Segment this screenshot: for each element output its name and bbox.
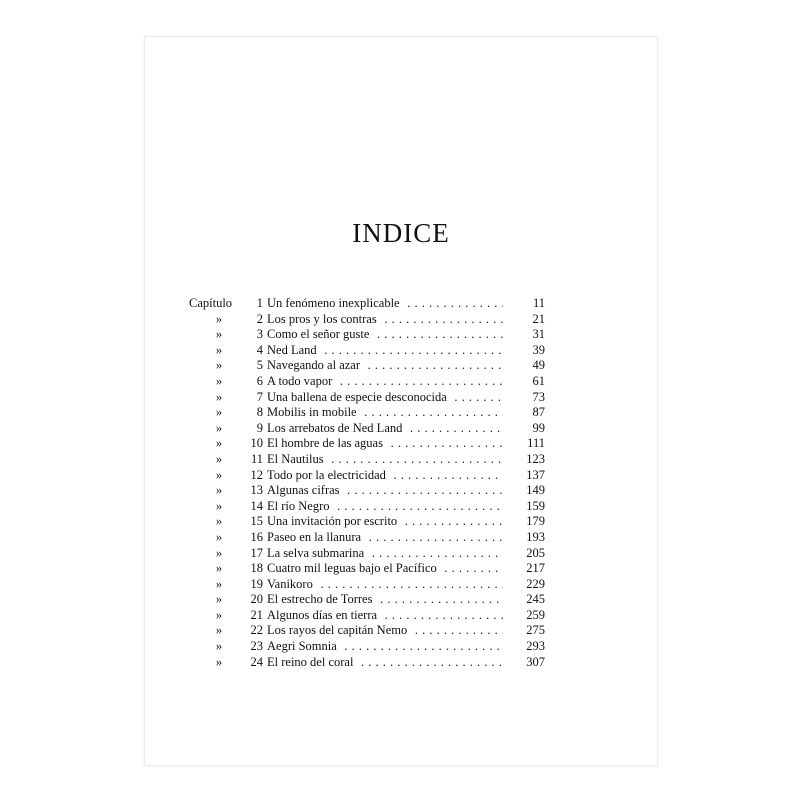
table-of-contents — [189, 296, 545, 670]
toc-entry — [189, 358, 545, 374]
toc-entry — [189, 608, 545, 624]
toc-entry — [189, 452, 545, 468]
ditto-mark: » — [215, 405, 223, 420]
chapter-number: 16 — [250, 529, 263, 544]
page-number: 193 — [526, 529, 545, 544]
chapter-title-with-leader — [267, 655, 503, 671]
chapter-title: Mobilis in mobile — [267, 405, 361, 419]
chapter-title: Aegri Somnia — [267, 639, 341, 653]
page-number: 61 — [532, 373, 545, 388]
book-page — [144, 36, 658, 766]
page-number: 293 — [526, 639, 545, 654]
chapter-title-with-leader — [267, 421, 503, 437]
chapter-number: 17 — [250, 545, 263, 560]
chapter-number: 5 — [256, 358, 263, 373]
page-number: 229 — [526, 576, 545, 591]
toc-entry — [189, 390, 545, 406]
chapter-title-with-leader — [267, 390, 503, 406]
page-number: 137 — [526, 467, 545, 482]
chapter-number: 6 — [256, 373, 263, 388]
chapter-title: Todo por la electricidad — [267, 468, 390, 482]
chapter-number: 21 — [250, 607, 263, 622]
toc-entry — [189, 374, 545, 390]
ditto-mark: » — [215, 639, 223, 654]
chapter-title: Navegando al azar — [267, 358, 364, 372]
chapter-number: 7 — [256, 389, 263, 404]
chapter-title-with-leader — [267, 499, 503, 515]
chapter-number: 19 — [250, 576, 263, 591]
chapter-title-with-leader — [267, 639, 503, 655]
chapter-number: 14 — [250, 498, 263, 513]
ditto-mark: » — [215, 420, 223, 435]
ditto-mark: » — [215, 592, 223, 607]
ditto-mark: » — [215, 498, 223, 513]
chapter-title-with-leader — [267, 343, 503, 359]
toc-entry — [189, 421, 545, 437]
toc-entry — [189, 639, 545, 655]
ditto-mark: » — [215, 529, 223, 544]
chapter-title: Cuatro mil leguas bajo el Pacífico — [267, 561, 441, 575]
chapter-title: Una ballena de especie desconocida — [267, 390, 451, 404]
chapter-title-with-leader — [267, 592, 503, 608]
ditto-mark: » — [215, 342, 223, 357]
chapter-title: A todo vapor — [267, 374, 336, 388]
chapter-title-with-leader — [267, 327, 503, 343]
ditto-mark: » — [215, 327, 223, 342]
page-number: 87 — [532, 405, 545, 420]
chapter-title: Una invitación por escrito — [267, 514, 401, 528]
chapter-number: 23 — [250, 639, 263, 654]
page-number: 307 — [526, 654, 545, 669]
toc-entry — [189, 343, 545, 359]
chapter-title-with-leader — [267, 577, 503, 593]
toc-entry — [189, 592, 545, 608]
chapter-number: 9 — [256, 420, 263, 435]
toc-entry — [189, 514, 545, 530]
page-number: 39 — [532, 342, 545, 357]
page-number: 159 — [526, 498, 545, 513]
toc-entry — [189, 577, 545, 593]
chapter-title-with-leader — [267, 623, 503, 639]
ditto-mark: » — [215, 436, 223, 451]
page-number: 179 — [526, 514, 545, 529]
chapter-number: 2 — [256, 311, 263, 326]
toc-entry — [189, 546, 545, 562]
page-number: 99 — [532, 420, 545, 435]
chapter-title: El reino del coral — [267, 655, 357, 669]
toc-entry — [189, 436, 545, 452]
page-number: 217 — [526, 561, 545, 576]
chapter-title: Los arrebatos de Ned Land — [267, 421, 406, 435]
ditto-mark: » — [215, 358, 223, 373]
toc-entry — [189, 327, 545, 343]
chapter-number: 1 — [256, 296, 263, 310]
chapter-title: Como el señor guste — [267, 327, 373, 341]
chapter-title-with-leader — [267, 358, 503, 374]
page-number: 73 — [532, 389, 545, 404]
page-number: 21 — [532, 311, 545, 326]
chapter-title: Los rayos del capitán Nemo — [267, 623, 411, 637]
chapter-title-with-leader — [267, 468, 503, 484]
chapter-number: 18 — [250, 561, 263, 576]
chapter-number: 13 — [250, 483, 263, 498]
ditto-mark: » — [215, 654, 223, 669]
page-number: 275 — [526, 623, 545, 638]
chapter-title-with-leader — [267, 514, 503, 530]
ditto-mark: » — [215, 389, 223, 404]
ditto-mark: » — [215, 514, 223, 529]
chapter-label: Capítulo — [189, 296, 233, 310]
toc-entry — [189, 468, 545, 484]
chapter-title: Vanikoro — [267, 577, 317, 591]
toc-entry — [189, 405, 545, 421]
chapter-title-with-leader — [267, 296, 503, 312]
chapter-title: El Nautilus — [267, 452, 328, 466]
chapter-number: 15 — [250, 514, 263, 529]
ditto-mark: » — [215, 576, 223, 591]
chapter-title-with-leader — [267, 436, 503, 452]
chapter-title-with-leader — [267, 483, 503, 499]
ditto-mark: » — [215, 467, 223, 482]
chapter-title-with-leader — [267, 561, 503, 577]
toc-entry — [189, 296, 545, 312]
chapter-number: 12 — [250, 467, 263, 482]
toc-entry — [189, 499, 545, 515]
chapter-number: 20 — [250, 592, 263, 607]
chapter-number: 8 — [256, 405, 263, 420]
page-number: 149 — [526, 483, 545, 498]
chapter-title: Los pros y los contras — [267, 312, 381, 326]
page-number: 31 — [532, 327, 545, 342]
page-number: 259 — [526, 607, 545, 622]
chapter-title: El hombre de las aguas — [267, 436, 387, 450]
chapter-title: Paseo en la llanura — [267, 530, 365, 544]
toc-entry — [189, 561, 545, 577]
page-number: 245 — [526, 592, 545, 607]
chapter-title-with-leader — [267, 312, 503, 328]
page-number: 111 — [527, 436, 545, 451]
ditto-mark: » — [215, 451, 223, 466]
page-number: 123 — [526, 451, 545, 466]
toc-entry — [189, 483, 545, 499]
ditto-mark: » — [215, 561, 223, 576]
chapter-title-with-leader — [267, 546, 503, 562]
page-number: 205 — [526, 545, 545, 560]
chapter-title-with-leader — [267, 608, 503, 624]
page-number: 11 — [532, 296, 545, 310]
chapter-title: El río Negro — [267, 499, 333, 513]
toc-entry — [189, 312, 545, 328]
chapter-title-with-leader — [267, 374, 503, 390]
chapter-number: 3 — [256, 327, 263, 342]
chapter-number: 24 — [250, 654, 263, 669]
ditto-mark: » — [215, 623, 223, 638]
chapter-title-with-leader — [267, 452, 503, 468]
chapter-title: La selva submarina — [267, 546, 368, 560]
ditto-mark: » — [215, 483, 223, 498]
chapter-title: Ned Land — [267, 343, 321, 357]
chapter-number: 10 — [250, 436, 263, 451]
ditto-mark: » — [215, 545, 223, 560]
page-title: INDICE — [352, 218, 450, 248]
chapter-title: Algunos días en tierra — [267, 608, 381, 622]
chapter-title: Un fenómeno inexplicable — [267, 296, 404, 310]
ditto-mark: » — [215, 373, 223, 388]
toc-entry — [189, 530, 545, 546]
toc-entry — [189, 655, 545, 671]
chapter-title-with-leader — [267, 405, 503, 421]
chapter-title: Algunas cifras — [267, 483, 344, 497]
chapter-title-with-leader — [267, 530, 503, 546]
chapter-number: 11 — [250, 451, 263, 466]
toc-entry — [189, 623, 545, 639]
chapter-number: 22 — [250, 623, 263, 638]
page-number: 49 — [532, 358, 545, 373]
ditto-mark: » — [215, 311, 223, 326]
chapter-number: 4 — [256, 342, 263, 357]
chapter-title: El estrecho de Torres — [267, 592, 376, 606]
ditto-mark: » — [215, 607, 223, 622]
